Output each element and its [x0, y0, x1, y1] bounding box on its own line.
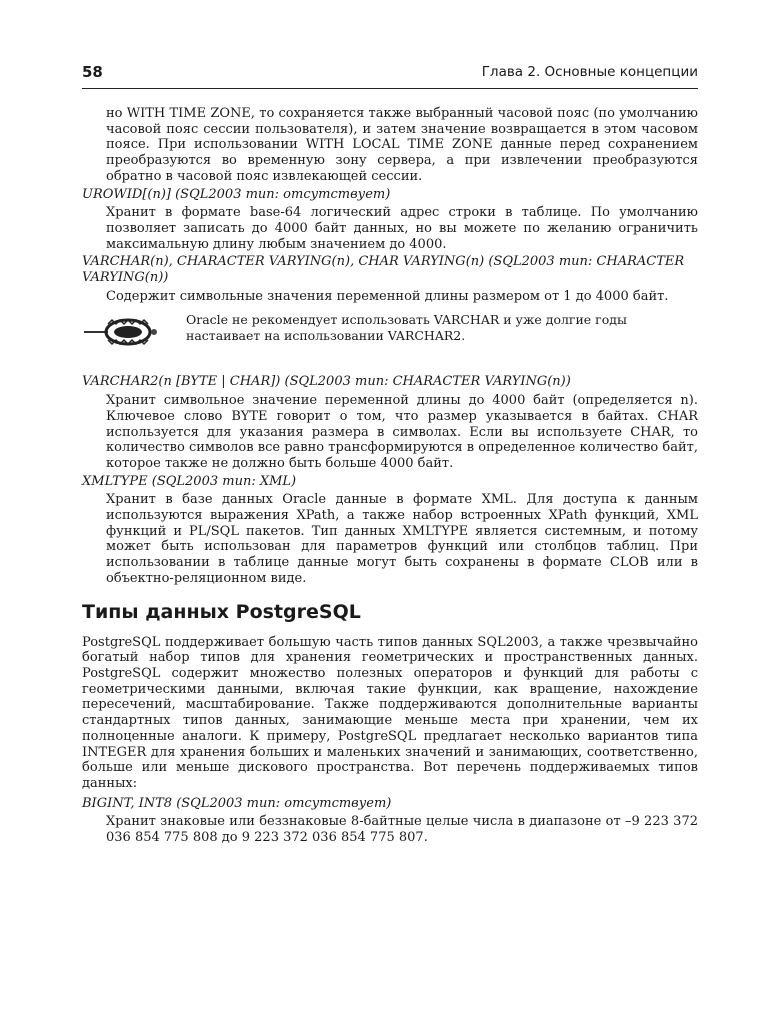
- note-block: [82, 312, 698, 368]
- section-title: Типы данных PostgreSQL: [82, 600, 361, 623]
- urowid-term: UROWID[(n)] (SQL2003 тип: отсутствует): [82, 186, 391, 202]
- xmltype-term: XMLTYPE (SQL2003 тип: XML): [82, 473, 297, 489]
- urowid-description: Хранит в формате base-64 логический адрес строки в таблице. По умолчанию позволяет записать до 4000 байт данных, но вы можете по желанию ограничить максимальную длину любым значением до 4000.: [106, 205, 698, 252]
- bigint-term: BIGINT, INT8 (SQL2003 тип: отсутствует): [82, 795, 392, 811]
- varchar-description: Содержит символьные значения переменной длины размером от 1 до 4000 байт.: [106, 288, 669, 304]
- varchar2-description: Хранит символьное значение переменной длины до 4000 байт (определяется n). Ключевое слово BYTE говорит о том, что размер указывается в байтах. CHAR используется для указания размера в символах. Если вы используете CHAR, то количество символов все равно трансформируются в определенное количество байт, которое также не должно быть больше 4000 байт.: [106, 393, 698, 471]
- intro-paragraph: но WITH TIME ZONE, то сохраняется также выбранный часовой пояс (по умолчанию часовой пояс сессии пользователя), и затем значение возвращается в этом часовом поясе. При использовании WITH LOCAL TIME ZONE данные перед сохранением преобразуются во временную зону сервера, а при извлечении преобразуются обратно в часовой пояс извлекающей сессии.: [106, 106, 698, 184]
- page-number: 58: [82, 63, 103, 81]
- varchar2-term: VARCHAR2(n [BYTE | CHAR]) (SQL2003 тип: CHARACTER VARYING(n)): [82, 374, 571, 390]
- varchar-term: VARCHAR(n), CHARACTER VARYING(n), CHAR VARYING(n) (SQL2003 тип: CHARACTER VARYING(n)): [82, 254, 685, 286]
- bigint-description: Хранит знаковые или беззнаковые 8-байтные целые числа в диапазоне от –9 223 372 036 854 775 808 до 9 223 372 036 854 775 807.: [106, 814, 698, 846]
- xmltype-description: Хранит в базе данных Oracle данные в формате XML. Для доступа к данным используются выражения XPath, а также набор встроенных XPath функций, XML функций и PL/SQL пакетов. Тип данных XMLTYPE является системным, и потому может быть использован для параметров функций или столбцов таблиц. При использовании в таблице данные могут быть сохранены в формате CLOB или в объектно-реляционном виде.: [106, 492, 698, 586]
- note-text: Oracle не рекомендует использовать VARCHAR и уже долгие годы настаивает на использовании VARCHAR2.: [186, 312, 627, 343]
- chapter-title: Глава 2. Основные концепции: [481, 64, 698, 80]
- postgres-paragraph: PostgreSQL поддерживает большую часть типов данных SQL2003, а также чрезвычайно богатый набор типов для хранения геометрических и пространственных данных. PostgreSQL содержит множество полезных операторов и функций для работы с геометрическими данными, включая такие функции, как вращение, нахождение пересечений, масштабирование. Также поддерживаются дополнительные варианты стандартных типов данных, занимающие меньше места при хранении, чем их полноценные аналоги. К примеру, PostgreSQL предлагает несколько вариантов типа INTEGER для хранения больших и маленьких значений и занимающих, соответственно, больше или меньше дискового пространства. Вот перечень поддерживаемых типов данных:: [82, 634, 698, 791]
- page-header: [82, 60, 698, 89]
- page-content: [82, 106, 698, 848]
- trap-icon: [82, 314, 162, 350]
